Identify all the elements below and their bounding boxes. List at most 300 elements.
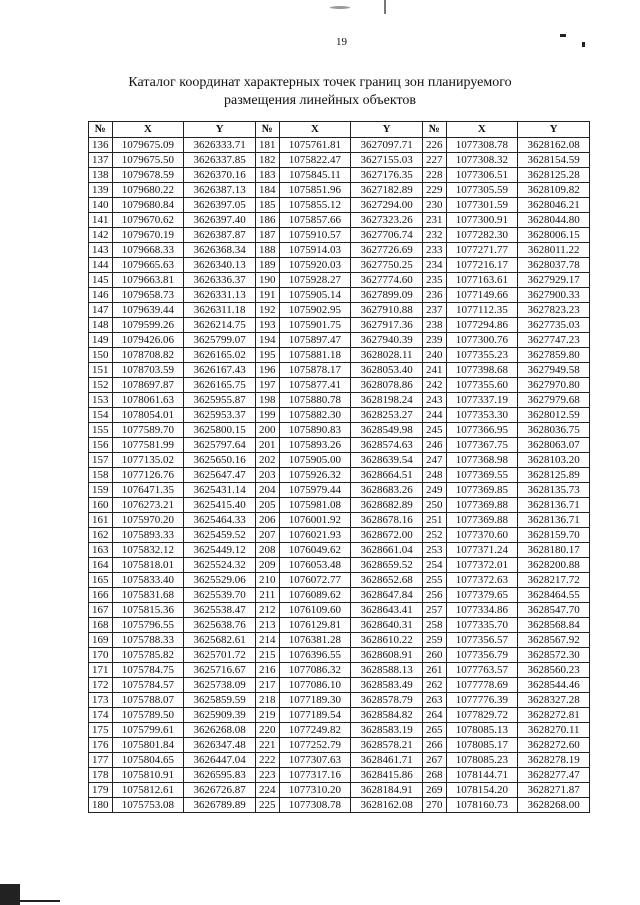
scan-mark (384, 0, 386, 14)
point-number-cell: 228 (422, 168, 446, 183)
table-row (89, 708, 590, 723)
table-row (89, 663, 590, 678)
y-coordinate-cell: 3625539.70 (184, 588, 256, 603)
x-coordinate-cell: 1075796.55 (112, 618, 184, 633)
point-number-cell: 187 (255, 228, 279, 243)
y-coordinate-cell: 3627726.69 (351, 243, 423, 258)
point-number-cell: 158 (89, 468, 113, 483)
point-number-cell: 185 (255, 198, 279, 213)
table-row (89, 738, 590, 753)
point-number-cell: 219 (255, 708, 279, 723)
y-coordinate-cell: 3625909.39 (184, 708, 256, 723)
point-number-cell: 212 (255, 603, 279, 618)
y-coordinate-cell: 3628639.54 (351, 453, 423, 468)
point-number-cell: 250 (422, 498, 446, 513)
title-line-1: Каталог координат характерных точек границ зон планируемого (128, 75, 512, 90)
table-row (89, 363, 590, 378)
point-number-cell: 156 (89, 438, 113, 453)
x-coordinate-cell: 1075893.26 (279, 438, 351, 453)
point-number-cell: 183 (255, 168, 279, 183)
point-number-cell: 253 (422, 543, 446, 558)
x-coordinate-cell: 1077271.77 (446, 243, 518, 258)
point-number-cell: 146 (89, 288, 113, 303)
column-header: № (89, 122, 113, 138)
point-number-cell: 167 (89, 603, 113, 618)
x-coordinate-cell: 1075818.01 (112, 558, 184, 573)
x-coordinate-cell: 1076471.35 (112, 483, 184, 498)
point-number-cell: 170 (89, 648, 113, 663)
y-coordinate-cell: 3628046.21 (518, 198, 590, 213)
y-coordinate-cell: 3628011.22 (518, 243, 590, 258)
y-coordinate-cell: 3628135.73 (518, 483, 590, 498)
y-coordinate-cell: 3628272.81 (518, 708, 590, 723)
y-coordinate-cell: 3628184.91 (351, 783, 423, 798)
x-coordinate-cell: 1077370.60 (446, 528, 518, 543)
y-coordinate-cell: 3627323.26 (351, 213, 423, 228)
y-coordinate-cell: 3628217.72 (518, 573, 590, 588)
point-number-cell: 189 (255, 258, 279, 273)
point-number-cell: 178 (89, 768, 113, 783)
x-coordinate-cell: 1075970.20 (112, 513, 184, 528)
point-number-cell: 184 (255, 183, 279, 198)
x-coordinate-cell: 1075801.84 (112, 738, 184, 753)
scan-mark (560, 34, 566, 37)
y-coordinate-cell: 3627910.88 (351, 303, 423, 318)
point-number-cell: 220 (255, 723, 279, 738)
y-coordinate-cell: 3625682.61 (184, 633, 256, 648)
point-number-cell: 151 (89, 363, 113, 378)
point-number-cell: 221 (255, 738, 279, 753)
y-coordinate-cell: 3628063.07 (518, 438, 590, 453)
x-coordinate-cell: 1077334.86 (446, 603, 518, 618)
point-number-cell: 244 (422, 408, 446, 423)
x-coordinate-cell: 1075928.27 (279, 273, 351, 288)
y-coordinate-cell: 3626789.89 (184, 798, 256, 813)
x-coordinate-cell: 1078054.01 (112, 408, 184, 423)
point-number-cell: 235 (422, 273, 446, 288)
y-coordinate-cell: 3626311.18 (184, 303, 256, 318)
y-coordinate-cell: 3626370.16 (184, 168, 256, 183)
x-coordinate-cell: 1078061.63 (112, 393, 184, 408)
table-row (89, 333, 590, 348)
x-coordinate-cell: 1077252.79 (279, 738, 351, 753)
y-coordinate-cell: 3628028.11 (351, 348, 423, 363)
column-header: X (112, 122, 184, 138)
x-coordinate-cell: 1075845.11 (279, 168, 351, 183)
point-number-cell: 182 (255, 153, 279, 168)
y-coordinate-cell: 3628643.41 (351, 603, 423, 618)
table-row (89, 633, 590, 648)
y-coordinate-cell: 3625464.33 (184, 513, 256, 528)
table-row (89, 648, 590, 663)
y-coordinate-cell: 3628078.86 (351, 378, 423, 393)
x-coordinate-cell: 1077356.57 (446, 633, 518, 648)
table-row (89, 798, 590, 813)
y-coordinate-cell: 3625538.47 (184, 603, 256, 618)
y-coordinate-cell: 3628125.89 (518, 468, 590, 483)
y-coordinate-cell: 3628464.55 (518, 588, 590, 603)
point-number-cell: 225 (255, 798, 279, 813)
point-number-cell: 150 (89, 348, 113, 363)
x-coordinate-cell: 1078697.87 (112, 378, 184, 393)
x-coordinate-cell: 1078085.13 (446, 723, 518, 738)
table-row (89, 588, 590, 603)
x-coordinate-cell: 1077398.68 (446, 363, 518, 378)
point-number-cell: 216 (255, 663, 279, 678)
y-coordinate-cell: 3625638.76 (184, 618, 256, 633)
y-coordinate-cell: 3625797.64 (184, 438, 256, 453)
table-row (89, 138, 590, 153)
x-coordinate-cell: 1077776.39 (446, 693, 518, 708)
table-body (89, 138, 590, 813)
y-coordinate-cell: 3627899.09 (351, 288, 423, 303)
table-row (89, 453, 590, 468)
y-coordinate-cell: 3628578.21 (351, 738, 423, 753)
point-number-cell: 199 (255, 408, 279, 423)
y-coordinate-cell: 3628103.20 (518, 453, 590, 468)
x-coordinate-cell: 1075881.18 (279, 348, 351, 363)
y-coordinate-cell: 3625650.16 (184, 453, 256, 468)
y-coordinate-cell: 3628109.82 (518, 183, 590, 198)
y-coordinate-cell: 3625524.32 (184, 558, 256, 573)
point-number-cell: 143 (89, 243, 113, 258)
y-coordinate-cell: 3628610.22 (351, 633, 423, 648)
point-number-cell: 160 (89, 498, 113, 513)
point-number-cell: 136 (89, 138, 113, 153)
point-number-cell: 217 (255, 678, 279, 693)
point-number-cell: 265 (422, 723, 446, 738)
y-coordinate-cell: 3628567.92 (518, 633, 590, 648)
y-coordinate-cell: 3628253.27 (351, 408, 423, 423)
y-coordinate-cell: 3627097.71 (351, 138, 423, 153)
y-coordinate-cell: 3628415.86 (351, 768, 423, 783)
y-coordinate-cell: 3628277.47 (518, 768, 590, 783)
x-coordinate-cell: 1078144.71 (446, 768, 518, 783)
x-coordinate-cell: 1076109.60 (279, 603, 351, 618)
y-coordinate-cell: 3627155.03 (351, 153, 423, 168)
x-coordinate-cell: 1077294.86 (446, 318, 518, 333)
x-coordinate-cell: 1077368.98 (446, 453, 518, 468)
y-coordinate-cell: 3626336.37 (184, 273, 256, 288)
table-row (89, 438, 590, 453)
x-coordinate-cell: 1078085.23 (446, 753, 518, 768)
x-coordinate-cell: 1079675.50 (112, 153, 184, 168)
x-coordinate-cell: 1078708.82 (112, 348, 184, 363)
y-coordinate-cell: 3628647.84 (351, 588, 423, 603)
y-coordinate-cell: 3626595.83 (184, 768, 256, 783)
x-coordinate-cell: 1075902.95 (279, 303, 351, 318)
table-row (89, 783, 590, 798)
page-title (100, 74, 540, 110)
y-coordinate-cell: 3628544.46 (518, 678, 590, 693)
point-number-cell: 230 (422, 198, 446, 213)
point-number-cell: 236 (422, 288, 446, 303)
point-number-cell: 209 (255, 558, 279, 573)
point-number-cell: 256 (422, 588, 446, 603)
y-coordinate-cell: 3628578.79 (351, 693, 423, 708)
y-coordinate-cell: 3628044.80 (518, 213, 590, 228)
x-coordinate-cell: 1075831.68 (112, 588, 184, 603)
y-coordinate-cell: 3628549.98 (351, 423, 423, 438)
y-coordinate-cell: 3628198.24 (351, 393, 423, 408)
point-number-cell: 180 (89, 798, 113, 813)
table-row (89, 153, 590, 168)
column-header: X (279, 122, 351, 138)
table-row (89, 483, 590, 498)
x-coordinate-cell: 1075753.08 (112, 798, 184, 813)
x-coordinate-cell: 1077778.69 (446, 678, 518, 693)
x-coordinate-cell: 1077379.65 (446, 588, 518, 603)
point-number-cell: 196 (255, 363, 279, 378)
y-coordinate-cell: 3627706.74 (351, 228, 423, 243)
point-number-cell: 242 (422, 378, 446, 393)
x-coordinate-cell: 1075785.82 (112, 648, 184, 663)
point-number-cell: 175 (89, 723, 113, 738)
y-coordinate-cell: 3628583.19 (351, 723, 423, 738)
point-number-cell: 252 (422, 528, 446, 543)
y-coordinate-cell: 3626347.48 (184, 738, 256, 753)
column-header: Y (518, 122, 590, 138)
point-number-cell: 263 (422, 693, 446, 708)
y-coordinate-cell: 3628272.60 (518, 738, 590, 753)
x-coordinate-cell: 1075979.44 (279, 483, 351, 498)
y-coordinate-cell: 3628547.70 (518, 603, 590, 618)
table-row (89, 498, 590, 513)
y-coordinate-cell: 3628327.28 (518, 693, 590, 708)
point-number-cell: 210 (255, 573, 279, 588)
y-coordinate-cell: 3628006.15 (518, 228, 590, 243)
table-row (89, 693, 590, 708)
x-coordinate-cell: 1077126.76 (112, 468, 184, 483)
table-row (89, 213, 590, 228)
point-number-cell: 166 (89, 588, 113, 603)
table-row (89, 468, 590, 483)
point-number-cell: 197 (255, 378, 279, 393)
point-number-cell: 144 (89, 258, 113, 273)
x-coordinate-cell: 1075799.61 (112, 723, 184, 738)
point-number-cell: 234 (422, 258, 446, 273)
point-number-cell: 266 (422, 738, 446, 753)
x-coordinate-cell: 1077086.32 (279, 663, 351, 678)
x-coordinate-cell: 1075910.57 (279, 228, 351, 243)
point-number-cell: 171 (89, 663, 113, 678)
y-coordinate-cell: 3626331.13 (184, 288, 256, 303)
table-row (89, 288, 590, 303)
x-coordinate-cell: 1076053.48 (279, 558, 351, 573)
x-coordinate-cell: 1079680.22 (112, 183, 184, 198)
point-number-cell: 232 (422, 228, 446, 243)
x-coordinate-cell: 1077355.60 (446, 378, 518, 393)
point-number-cell: 226 (422, 138, 446, 153)
x-coordinate-cell: 1077369.88 (446, 513, 518, 528)
y-coordinate-cell: 3628162.08 (518, 138, 590, 153)
y-coordinate-cell: 3628572.30 (518, 648, 590, 663)
point-number-cell: 267 (422, 753, 446, 768)
y-coordinate-cell: 3627750.25 (351, 258, 423, 273)
x-coordinate-cell: 1077300.91 (446, 213, 518, 228)
y-coordinate-cell: 3626214.75 (184, 318, 256, 333)
x-coordinate-cell: 1075882.30 (279, 408, 351, 423)
y-coordinate-cell: 3628461.71 (351, 753, 423, 768)
y-coordinate-cell: 3625799.07 (184, 333, 256, 348)
point-number-cell: 164 (89, 558, 113, 573)
x-coordinate-cell: 1077301.59 (446, 198, 518, 213)
x-coordinate-cell: 1076273.21 (112, 498, 184, 513)
x-coordinate-cell: 1077335.70 (446, 618, 518, 633)
point-number-cell: 154 (89, 408, 113, 423)
x-coordinate-cell: 1075897.47 (279, 333, 351, 348)
table-row (89, 168, 590, 183)
point-number-cell: 207 (255, 528, 279, 543)
x-coordinate-cell: 1075926.32 (279, 468, 351, 483)
x-coordinate-cell: 1075761.81 (279, 138, 351, 153)
table-row (89, 558, 590, 573)
y-coordinate-cell: 3625647.47 (184, 468, 256, 483)
point-number-cell: 172 (89, 678, 113, 693)
x-coordinate-cell: 1076129.81 (279, 618, 351, 633)
x-coordinate-cell: 1079663.81 (112, 273, 184, 288)
x-coordinate-cell: 1078085.17 (446, 738, 518, 753)
table-row (89, 768, 590, 783)
point-number-cell: 138 (89, 168, 113, 183)
x-coordinate-cell: 1075901.75 (279, 318, 351, 333)
point-number-cell: 229 (422, 183, 446, 198)
x-coordinate-cell: 1076381.28 (279, 633, 351, 648)
y-coordinate-cell: 3627735.03 (518, 318, 590, 333)
y-coordinate-cell: 3628012.59 (518, 408, 590, 423)
point-number-cell: 179 (89, 783, 113, 798)
y-coordinate-cell: 3628159.70 (518, 528, 590, 543)
x-coordinate-cell: 1077163.61 (446, 273, 518, 288)
x-coordinate-cell: 1079670.19 (112, 228, 184, 243)
x-coordinate-cell: 1077086.10 (279, 678, 351, 693)
table-header-row (89, 122, 590, 138)
x-coordinate-cell: 1079658.73 (112, 288, 184, 303)
y-coordinate-cell: 3625415.40 (184, 498, 256, 513)
y-coordinate-cell: 3627970.80 (518, 378, 590, 393)
x-coordinate-cell: 1075855.12 (279, 198, 351, 213)
y-coordinate-cell: 3628154.59 (518, 153, 590, 168)
x-coordinate-cell: 1077305.59 (446, 183, 518, 198)
y-coordinate-cell: 3628608.91 (351, 648, 423, 663)
point-number-cell: 259 (422, 633, 446, 648)
point-number-cell: 270 (422, 798, 446, 813)
x-coordinate-cell: 1078154.20 (446, 783, 518, 798)
x-coordinate-cell: 1075815.36 (112, 603, 184, 618)
y-coordinate-cell: 3625955.87 (184, 393, 256, 408)
point-number-cell: 218 (255, 693, 279, 708)
point-number-cell: 215 (255, 648, 279, 663)
point-number-cell: 206 (255, 513, 279, 528)
x-coordinate-cell: 1077307.63 (279, 753, 351, 768)
point-number-cell: 174 (89, 708, 113, 723)
point-number-cell: 141 (89, 213, 113, 228)
y-coordinate-cell: 3628678.16 (351, 513, 423, 528)
point-number-cell: 246 (422, 438, 446, 453)
point-number-cell: 169 (89, 633, 113, 648)
coordinate-table (88, 121, 590, 813)
y-coordinate-cell: 3625953.37 (184, 408, 256, 423)
x-coordinate-cell: 1079675.09 (112, 138, 184, 153)
point-number-cell: 190 (255, 273, 279, 288)
table-row (89, 573, 590, 588)
x-coordinate-cell: 1078703.59 (112, 363, 184, 378)
point-number-cell: 248 (422, 468, 446, 483)
point-number-cell: 173 (89, 693, 113, 708)
x-coordinate-cell: 1077367.75 (446, 438, 518, 453)
table-row (89, 423, 590, 438)
x-coordinate-cell: 1076089.62 (279, 588, 351, 603)
point-number-cell: 211 (255, 588, 279, 603)
y-coordinate-cell: 3625800.15 (184, 423, 256, 438)
point-number-cell: 245 (422, 423, 446, 438)
x-coordinate-cell: 1075788.07 (112, 693, 184, 708)
y-coordinate-cell: 3628664.51 (351, 468, 423, 483)
point-number-cell: 231 (422, 213, 446, 228)
x-coordinate-cell: 1075822.47 (279, 153, 351, 168)
y-coordinate-cell: 3626368.34 (184, 243, 256, 258)
x-coordinate-cell: 1075905.14 (279, 288, 351, 303)
point-number-cell: 163 (89, 543, 113, 558)
y-coordinate-cell: 3627747.23 (518, 333, 590, 348)
x-coordinate-cell: 1075920.03 (279, 258, 351, 273)
column-header: № (422, 122, 446, 138)
y-coordinate-cell: 3626337.85 (184, 153, 256, 168)
point-number-cell: 238 (422, 318, 446, 333)
table-row (89, 243, 590, 258)
y-coordinate-cell: 3626165.75 (184, 378, 256, 393)
y-coordinate-cell: 3628584.82 (351, 708, 423, 723)
y-coordinate-cell: 3626167.43 (184, 363, 256, 378)
y-coordinate-cell: 3628270.11 (518, 723, 590, 738)
point-number-cell: 140 (89, 198, 113, 213)
x-coordinate-cell: 1077189.54 (279, 708, 351, 723)
table-row (89, 198, 590, 213)
x-coordinate-cell: 1076396.55 (279, 648, 351, 663)
table-row (89, 273, 590, 288)
point-number-cell: 222 (255, 753, 279, 768)
y-coordinate-cell: 3627859.80 (518, 348, 590, 363)
y-coordinate-cell: 3625701.72 (184, 648, 256, 663)
x-coordinate-cell: 1077369.55 (446, 468, 518, 483)
x-coordinate-cell: 1075880.78 (279, 393, 351, 408)
y-coordinate-cell: 3625529.06 (184, 573, 256, 588)
y-coordinate-cell: 3628278.19 (518, 753, 590, 768)
point-number-cell: 204 (255, 483, 279, 498)
point-number-cell: 201 (255, 438, 279, 453)
y-coordinate-cell: 3628271.87 (518, 783, 590, 798)
table-row (89, 603, 590, 618)
y-coordinate-cell: 3627823.23 (518, 303, 590, 318)
title-line-2: размещения линейных объектов (223, 93, 416, 108)
x-coordinate-cell: 1077589.70 (112, 423, 184, 438)
table-row (89, 543, 590, 558)
table-row (89, 753, 590, 768)
x-coordinate-cell: 1075914.03 (279, 243, 351, 258)
x-coordinate-cell: 1077356.79 (446, 648, 518, 663)
x-coordinate-cell: 1077317.16 (279, 768, 351, 783)
corner-line (20, 900, 60, 902)
x-coordinate-cell: 1075789.50 (112, 708, 184, 723)
point-number-cell: 186 (255, 213, 279, 228)
x-coordinate-cell: 1077581.99 (112, 438, 184, 453)
point-number-cell: 149 (89, 333, 113, 348)
point-number-cell: 261 (422, 663, 446, 678)
x-coordinate-cell: 1075857.66 (279, 213, 351, 228)
y-coordinate-cell: 3626387.13 (184, 183, 256, 198)
y-coordinate-cell: 3625738.09 (184, 678, 256, 693)
x-coordinate-cell: 1077149.66 (446, 288, 518, 303)
